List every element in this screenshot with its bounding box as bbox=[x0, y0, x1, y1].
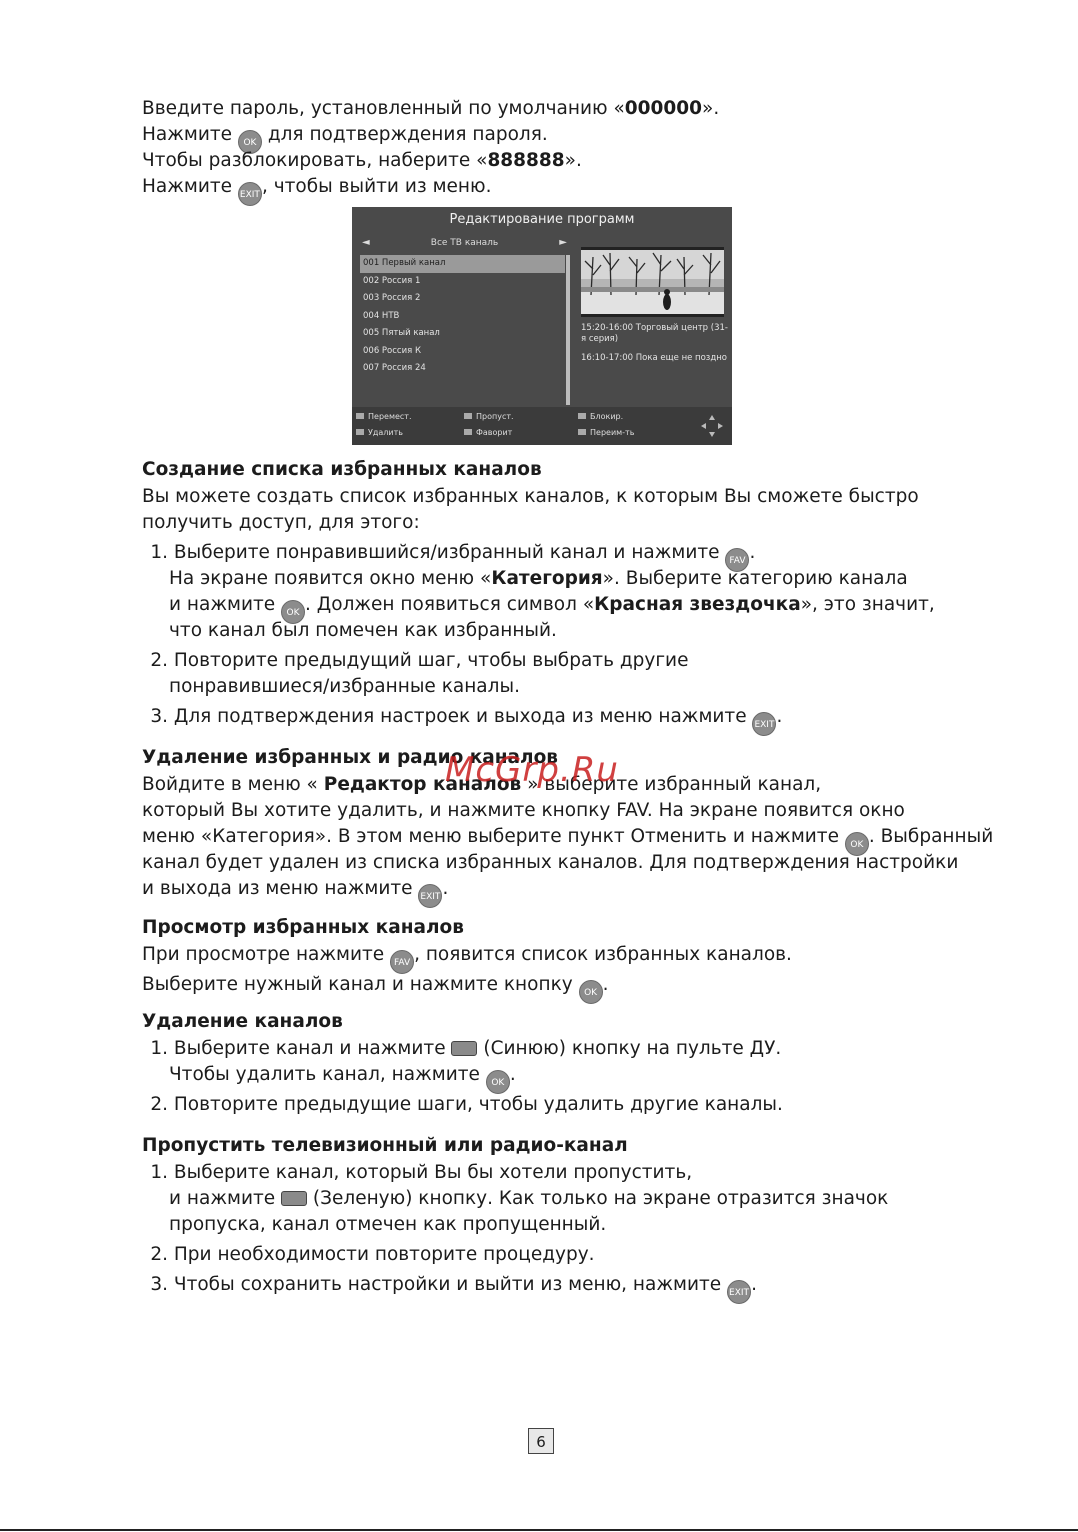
list-item: 2. Повторите предыдущий шаг, чтобы выбрать другие bbox=[150, 650, 689, 671]
list-item: 3. Чтобы сохранить настройки и выйти из меню, нажмите EXIT . bbox=[142, 1272, 972, 1298]
list-item: 3. Для подтверждения настроек и выхода из меню нажмите EXIT . bbox=[142, 704, 972, 730]
tv-footer-bar bbox=[352, 407, 732, 445]
fav-key-icon bbox=[464, 429, 472, 435]
tv-footer-lock: Блокир. bbox=[578, 412, 623, 421]
tv-category-label: Все ТВ каналь bbox=[430, 238, 499, 248]
section-delete-channels: Удаление каналов 1. Выберите канал и нажмите (Синюю) кнопку на пульте ДУ. Чтобы удалить канал, нажмите OK . 2. Повторите предыдущие шаги, чтобы удалить другие каналы. bbox=[142, 1008, 972, 1118]
section-delete-favorites: Удаление избранных и радио каналов Войдите в меню « Редактор каналов » выберите избранный канал, который Вы хотите удалить, и нажмите кнопку FAV. На экране появится окно меню «Категория». В этом меню выберите пункт Отменить и нажмите OK . Выбранный канал будет удален из списка избранных каналов. Для подтверждения настройки и выхода из меню нажмите EXIT . bbox=[142, 744, 972, 902]
tv-preview-image bbox=[581, 247, 724, 317]
ok-button-icon: OK bbox=[845, 832, 869, 856]
green-key-icon bbox=[464, 413, 472, 419]
tv-footer-rename: Переим-ть bbox=[578, 428, 634, 437]
list-item: 1. Выберите канал и нажмите (Синюю) кнопку на пульте ДУ. bbox=[150, 1038, 782, 1059]
tv-footer-move: Перемест. bbox=[356, 412, 412, 421]
exit-button-icon: EXIT bbox=[418, 884, 442, 908]
list-item: 2. Повторите предыдущие шаги, чтобы удалить другие каналы. bbox=[150, 1094, 783, 1115]
bottom-divider bbox=[0, 1529, 1078, 1531]
section-view-favorites: Просмотр избранных каналов При просмотре нажмите FAV , появится список избранных каналов. Выберите нужный канал и нажмите кнопку OK . bbox=[142, 914, 972, 998]
blue-key-icon bbox=[356, 429, 364, 435]
ok-button-icon: OK bbox=[579, 980, 603, 1004]
tv-footer-favorite: Фаворит bbox=[464, 428, 512, 437]
tv-footer-skip: Пропуст. bbox=[464, 412, 514, 421]
ok-button-icon: OK bbox=[281, 600, 305, 624]
list-item: 2. При необходимости повторите процедуру. bbox=[150, 1244, 595, 1265]
section-skip-channel: Пропустить телевизионный или радио-канал 1. Выберите канал, который Вы бы хотели пропустить, и нажмите (Зеленую) кнопку. Как только на экране отразится значок пропуска, канал отмечен как пропущенный. 2. При необходимости повторите процедуру. 3. Чтобы сохранить настройки и выйти из меню, нажмите EXIT . bbox=[142, 1132, 972, 1298]
rename-key-icon bbox=[578, 429, 586, 435]
section-title: Пропустить телевизионный или радио-канал bbox=[142, 1135, 628, 1156]
tv-channel-row: 006 Россия К bbox=[363, 345, 421, 356]
exit-button-icon: EXIT bbox=[752, 712, 776, 736]
section-title: Просмотр избранных каналов bbox=[142, 917, 464, 938]
fav-button-icon: FAV bbox=[725, 548, 749, 572]
tv-channel-row: 007 Россия 24 bbox=[363, 363, 426, 373]
fav-button-icon: FAV bbox=[390, 950, 414, 974]
tv-footer-delete: Удалить bbox=[356, 428, 403, 437]
exit-button-icon: EXIT bbox=[238, 182, 262, 206]
ok-button-icon: OK bbox=[486, 1070, 510, 1094]
tv-screen-image bbox=[352, 207, 732, 445]
tv-channel-row: 002 Россия 1 bbox=[363, 275, 421, 286]
green-key-icon bbox=[281, 1191, 307, 1206]
blue-key-icon bbox=[451, 1041, 477, 1056]
tv-channel-row: 003 Россия 2 bbox=[363, 293, 421, 303]
tv-channel-row: 005 Пятый канал bbox=[363, 328, 440, 338]
tv-category-selector bbox=[362, 237, 567, 251]
dpad-icon bbox=[700, 414, 724, 438]
red-key-icon bbox=[356, 413, 364, 419]
section-title: Удаление избранных и радио каналов bbox=[142, 747, 558, 768]
arrow-right-icon: ► bbox=[559, 237, 567, 248]
ok-button-icon: OK bbox=[238, 130, 262, 154]
page-number: 6 bbox=[528, 1428, 554, 1454]
arrow-left-icon: ◄ bbox=[362, 237, 370, 248]
tv-channel-row: 001 Первый канал bbox=[360, 255, 565, 273]
list-item: 1. Выберите канал, который Вы бы хотели пропустить, bbox=[150, 1162, 693, 1183]
tv-program-info: 15:20-16:00 Торговый центр (31-я серия) 16:10-17:00 Пока еще не поздно bbox=[581, 323, 728, 363]
exit-button-icon: EXIT bbox=[727, 1280, 751, 1304]
section-title: Создание списка избранных каналов bbox=[142, 459, 542, 480]
tv-scrollbar bbox=[566, 255, 570, 405]
winter-scene-icon bbox=[581, 247, 724, 317]
tv-channel-row: 004 НТВ bbox=[363, 310, 400, 321]
tv-channel-list bbox=[360, 255, 565, 405]
yellow-key-icon bbox=[578, 413, 586, 419]
section-title: Удаление каналов bbox=[142, 1011, 343, 1032]
section-create-favorites: Создание списка избранных каналов Вы можете создать список избранных каналов, к которым Вы сможете быстро получить доступ, для этого: 1. Выберите понравившийся/избранный канал и нажмите FAV . На экране появится окно меню «Категория». Выберите категорию канала и нажмите OK . Должен появиться символ «Красная звездочка», это значит, что канал был помечен как избранный. 2. Повторите предыдущий шаг, чтобы выбрать другие понравившиеся/избранные каналы. 3. Для подтверждения настроек и выхода из меню нажмите EXIT . bbox=[142, 456, 972, 730]
intro-text: Введите пароль, установленный по умолчанию «000000». Нажмите OK для подтверждения пароля. Чтобы разблокировать, наберите «888888». Нажмите EXIT , чтобы выйти из меню. bbox=[142, 96, 972, 200]
list-item: 1. Выберите понравившийся/избранный канал и нажмите FAV . bbox=[142, 540, 972, 566]
watermark: McGrp.Ru bbox=[445, 750, 619, 790]
tv-screen-title: Редактирование программ bbox=[449, 212, 635, 227]
